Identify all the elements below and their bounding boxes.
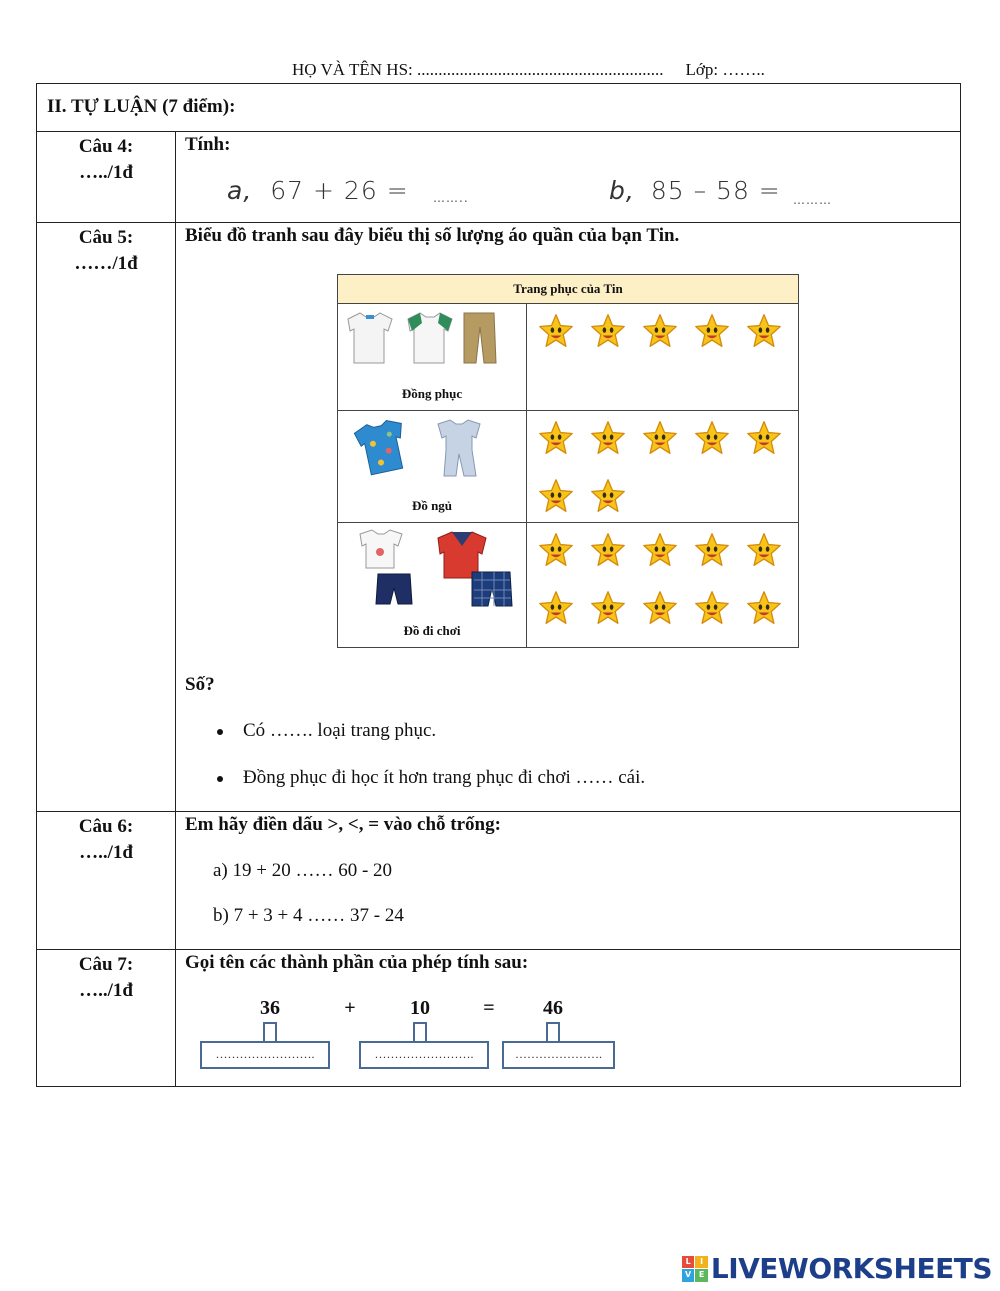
q7-answer-box-2[interactable]: ……………………. [359,1041,489,1069]
callout-pointer [546,1022,560,1042]
star-icon [746,313,782,349]
q5-bullet-1[interactable]: Có ……. loại trang phục. [243,720,437,741]
star-icon [538,313,574,349]
q4-number: Câu 4: [78,136,134,157]
q5-sub-title: Số? [185,674,215,695]
star-icon [538,590,574,626]
q4-label [37,134,175,186]
uniform-stars [526,303,798,410]
liveworksheets-logo-icon [682,1256,708,1282]
q4-a-expression: 67 + 26 = [270,176,409,205]
star-icon [694,420,730,456]
uniform-clothes-icon [344,309,520,367]
outing-stars [526,522,798,647]
chart-row-pajamas [338,410,798,523]
student-name-label[interactable]: HỌ VÀ TÊN HS: .......................................................... [292,60,664,79]
pajamas-stars [526,410,798,522]
category-label-uniform: Đồng phục [401,386,463,401]
q5-title: Biểu đồ tranh sau đây biểu thị số lượng áo quần của bạn Tin. [185,225,680,246]
chart-title: Trang phục của Tin [338,275,798,304]
q4-a-letter: a, [227,176,253,205]
star-icon [642,313,678,349]
star-icon [538,478,574,514]
outing-clothes-icon [348,528,520,614]
star-icon [642,532,678,568]
star-icon [746,532,782,568]
star-icon [538,532,574,568]
q6-label [37,814,175,866]
brand-name: LIVEWORKSHEETS [710,1252,992,1285]
liveworksheets-brand [682,1252,992,1285]
q6-score: …../1đ [79,842,133,863]
q4-title: Tính: [185,134,231,155]
q4-b-letter: b, [609,176,635,205]
q5-bullet-2[interactable]: Đồng phục đi học ít hơn trang phục đi chơi …… cái. [243,767,646,788]
pajamas-clothes-icon [352,418,512,478]
worksheet-table [36,83,961,1087]
star-icon [590,478,626,514]
star-icon [538,420,574,456]
star-icon [642,590,678,626]
chart-category-outing [338,522,527,647]
q6-title: Em hãy điền dấu >, <, = vào chỗ trống: [185,814,501,835]
pictograph-chart [337,274,799,648]
column-divider [175,131,176,1086]
star-icon [694,313,730,349]
q7-title: Gọi tên các thành phần của phép tính sau: [185,952,529,973]
chart-row-outing [338,522,798,647]
q7-answer-box-1[interactable]: ……………………. [200,1041,330,1069]
q7-plus-sign: + [344,997,356,1019]
q4-score: …../1đ [79,162,133,183]
chart-category-pajamas [338,410,527,522]
logo-letter: E [695,1269,708,1282]
q5-score: ……/1đ [74,253,138,274]
chart-category-uniform [338,303,527,410]
q6-number: Câu 6: [78,816,134,837]
star-icon [746,420,782,456]
star-icon [746,590,782,626]
logo-letter: I [695,1256,708,1269]
star-icon [590,532,626,568]
q6-item-a[interactable]: a) 19 + 20 …… 60 - 20 [213,860,393,881]
chart-row-uniform [338,303,798,411]
q7-second-addend: 10 [410,997,430,1019]
q7-label [37,952,175,1004]
q5-label [37,225,175,277]
star-icon [694,532,730,568]
q7-number: Câu 7: [78,954,134,975]
star-icon [694,590,730,626]
q7-equals-sign: = [483,997,495,1019]
callout-pointer [413,1022,427,1042]
q7-score: …../1đ [79,980,133,1001]
section-title: II. TỰ LUẬN (7 điểm): [47,96,236,117]
q7-first-addend: 36 [260,997,280,1019]
callout-pointer [263,1022,277,1042]
class-label[interactable]: Lớp: …….. [685,60,765,79]
q4-a [227,176,409,205]
q4-b [609,176,781,205]
star-icon [642,420,678,456]
q4-b-expression: 85 – 58 = [650,176,781,205]
q7-result: 46 [543,997,563,1019]
q6-item-b[interactable]: b) 7 + 3 + 4 …… 37 - 24 [213,905,404,926]
category-label-outing: Đồ đi chơi [403,623,461,638]
logo-letter: L [682,1256,695,1269]
q5-number: Câu 5: [78,227,134,248]
q4-b-answer[interactable]: ……… [793,193,832,207]
logo-letter: V [682,1269,695,1282]
q4-a-answer[interactable]: …….. [433,191,469,205]
star-icon [590,420,626,456]
category-label-pajamas: Đồ ngủ [411,498,453,513]
star-icon [590,590,626,626]
q7-answer-box-3[interactable]: …………………. [502,1041,615,1069]
student-info-line [292,60,765,80]
star-icon [590,313,626,349]
